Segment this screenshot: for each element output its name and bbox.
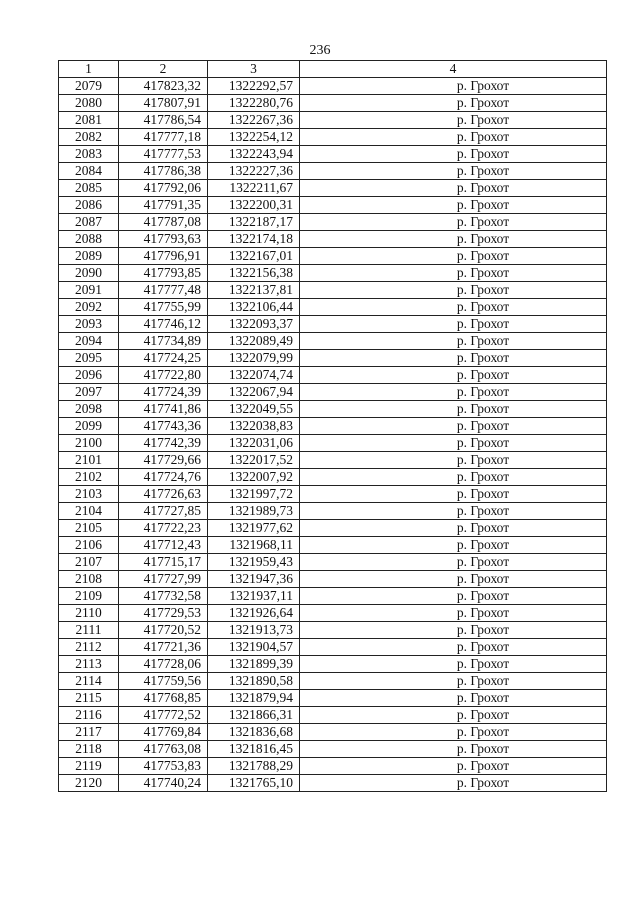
- cell-point-number: 2115: [59, 690, 119, 707]
- cell-location: р. Грохот: [300, 248, 607, 265]
- cell-location: р. Грохот: [300, 129, 607, 146]
- cell-location: р. Грохот: [300, 758, 607, 775]
- cell-y-coordinate: 1322093,37: [208, 316, 300, 333]
- table-row: [59, 486, 607, 503]
- cell-y-coordinate: 1322254,12: [208, 129, 300, 146]
- table-row: [59, 520, 607, 537]
- table-row: [59, 350, 607, 367]
- cell-y-coordinate: 1322049,55: [208, 401, 300, 418]
- cell-x-coordinate: 417769,84: [119, 724, 208, 741]
- cell-point-number: 2105: [59, 520, 119, 537]
- table-row: [59, 180, 607, 197]
- cell-point-number: 2099: [59, 418, 119, 435]
- cell-y-coordinate: 1322174,18: [208, 231, 300, 248]
- cell-x-coordinate: 417712,43: [119, 537, 208, 554]
- cell-y-coordinate: 1321836,68: [208, 724, 300, 741]
- cell-x-coordinate: 417786,54: [119, 112, 208, 129]
- cell-y-coordinate: 1321926,64: [208, 605, 300, 622]
- cell-location: р. Грохот: [300, 265, 607, 282]
- cell-x-coordinate: 417777,53: [119, 146, 208, 163]
- cell-y-coordinate: 1321989,73: [208, 503, 300, 520]
- cell-point-number: 2098: [59, 401, 119, 418]
- cell-y-coordinate: 1321904,57: [208, 639, 300, 656]
- column-header-1: 1: [59, 61, 119, 78]
- cell-x-coordinate: 417724,25: [119, 350, 208, 367]
- cell-location: р. Грохот: [300, 146, 607, 163]
- table-row: [59, 95, 607, 112]
- cell-x-coordinate: 417715,17: [119, 554, 208, 571]
- cell-y-coordinate: 1322067,94: [208, 384, 300, 401]
- cell-point-number: 2080: [59, 95, 119, 112]
- cell-location: р. Грохот: [300, 656, 607, 673]
- cell-location: р. Грохот: [300, 316, 607, 333]
- table-row: [59, 724, 607, 741]
- cell-y-coordinate: 1322280,76: [208, 95, 300, 112]
- table-header-row: [59, 61, 607, 78]
- table-row: [59, 707, 607, 724]
- cell-y-coordinate: 1322089,49: [208, 333, 300, 350]
- cell-point-number: 2082: [59, 129, 119, 146]
- cell-location: р. Грохот: [300, 622, 607, 639]
- cell-point-number: 2097: [59, 384, 119, 401]
- cell-y-coordinate: 1321947,36: [208, 571, 300, 588]
- cell-location: р. Грохот: [300, 384, 607, 401]
- cell-location: р. Грохот: [300, 180, 607, 197]
- table-row: [59, 78, 607, 95]
- cell-y-coordinate: 1321968,11: [208, 537, 300, 554]
- table-row: [59, 282, 607, 299]
- cell-x-coordinate: 417734,89: [119, 333, 208, 350]
- cell-x-coordinate: 417732,58: [119, 588, 208, 605]
- cell-point-number: 2102: [59, 469, 119, 486]
- cell-point-number: 2118: [59, 741, 119, 758]
- cell-point-number: 2103: [59, 486, 119, 503]
- cell-location: р. Грохот: [300, 469, 607, 486]
- cell-x-coordinate: 417759,56: [119, 673, 208, 690]
- cell-point-number: 2090: [59, 265, 119, 282]
- table-row: [59, 554, 607, 571]
- cell-location: р. Грохот: [300, 639, 607, 656]
- table-row: [59, 112, 607, 129]
- table-row: [59, 129, 607, 146]
- table-row: [59, 673, 607, 690]
- cell-point-number: 2114: [59, 673, 119, 690]
- table-row: [59, 690, 607, 707]
- cell-point-number: 2094: [59, 333, 119, 350]
- table-row: [59, 265, 607, 282]
- cell-location: р. Грохот: [300, 486, 607, 503]
- cell-point-number: 2112: [59, 639, 119, 656]
- column-header-2: 2: [119, 61, 208, 78]
- cell-x-coordinate: 417786,38: [119, 163, 208, 180]
- cell-y-coordinate: 1322187,17: [208, 214, 300, 231]
- cell-x-coordinate: 417728,06: [119, 656, 208, 673]
- cell-x-coordinate: 417763,08: [119, 741, 208, 758]
- table-row: [59, 435, 607, 452]
- cell-x-coordinate: 417777,18: [119, 129, 208, 146]
- table-row: [59, 384, 607, 401]
- cell-x-coordinate: 417722,80: [119, 367, 208, 384]
- cell-x-coordinate: 417724,39: [119, 384, 208, 401]
- cell-x-coordinate: 417726,63: [119, 486, 208, 503]
- cell-y-coordinate: 1321816,45: [208, 741, 300, 758]
- cell-location: р. Грохот: [300, 333, 607, 350]
- table-row: [59, 299, 607, 316]
- table-row: [59, 197, 607, 214]
- table-row: [59, 622, 607, 639]
- cell-x-coordinate: 417787,08: [119, 214, 208, 231]
- cell-x-coordinate: 417729,53: [119, 605, 208, 622]
- cell-point-number: 2096: [59, 367, 119, 384]
- cell-y-coordinate: 1322038,83: [208, 418, 300, 435]
- cell-location: р. Грохот: [300, 520, 607, 537]
- cell-y-coordinate: 1321899,39: [208, 656, 300, 673]
- cell-x-coordinate: 417807,91: [119, 95, 208, 112]
- cell-location: р. Грохот: [300, 435, 607, 452]
- cell-x-coordinate: 417727,99: [119, 571, 208, 588]
- cell-y-coordinate: 1322007,92: [208, 469, 300, 486]
- table-row: [59, 741, 607, 758]
- table-row: [59, 367, 607, 384]
- cell-point-number: 2100: [59, 435, 119, 452]
- cell-location: р. Грохот: [300, 299, 607, 316]
- cell-y-coordinate: 1321866,31: [208, 707, 300, 724]
- cell-y-coordinate: 1322243,94: [208, 146, 300, 163]
- cell-x-coordinate: 417823,32: [119, 78, 208, 95]
- cell-y-coordinate: 1322017,52: [208, 452, 300, 469]
- cell-y-coordinate: 1321977,62: [208, 520, 300, 537]
- cell-location: р. Грохот: [300, 690, 607, 707]
- cell-y-coordinate: 1322267,36: [208, 112, 300, 129]
- table-row: [59, 537, 607, 554]
- table-row: [59, 316, 607, 333]
- cell-location: р. Грохот: [300, 588, 607, 605]
- table-row: [59, 639, 607, 656]
- cell-y-coordinate: 1321997,72: [208, 486, 300, 503]
- cell-point-number: 2117: [59, 724, 119, 741]
- cell-location: р. Грохот: [300, 418, 607, 435]
- page-number: 236: [309, 43, 331, 58]
- cell-x-coordinate: 417720,52: [119, 622, 208, 639]
- cell-location: р. Грохот: [300, 452, 607, 469]
- cell-y-coordinate: 1322200,31: [208, 197, 300, 214]
- cell-point-number: 2108: [59, 571, 119, 588]
- cell-point-number: 2107: [59, 554, 119, 571]
- cell-x-coordinate: 417746,12: [119, 316, 208, 333]
- cell-point-number: 2086: [59, 197, 119, 214]
- cell-x-coordinate: 417729,66: [119, 452, 208, 469]
- table-row: [59, 469, 607, 486]
- cell-point-number: 2089: [59, 248, 119, 265]
- cell-y-coordinate: 1321879,94: [208, 690, 300, 707]
- cell-y-coordinate: 1322292,57: [208, 78, 300, 95]
- cell-y-coordinate: 1322137,81: [208, 282, 300, 299]
- cell-point-number: 2087: [59, 214, 119, 231]
- cell-point-number: 2095: [59, 350, 119, 367]
- cell-location: р. Грохот: [300, 78, 607, 95]
- cell-location: р. Грохот: [300, 673, 607, 690]
- cell-x-coordinate: 417777,48: [119, 282, 208, 299]
- cell-x-coordinate: 417768,85: [119, 690, 208, 707]
- cell-point-number: 2106: [59, 537, 119, 554]
- cell-point-number: 2084: [59, 163, 119, 180]
- cell-point-number: 2085: [59, 180, 119, 197]
- cell-x-coordinate: 417727,85: [119, 503, 208, 520]
- table-row: [59, 571, 607, 588]
- cell-y-coordinate: 1322211,67: [208, 180, 300, 197]
- cell-location: р. Грохот: [300, 554, 607, 571]
- cell-location: р. Грохот: [300, 95, 607, 112]
- cell-x-coordinate: 417755,99: [119, 299, 208, 316]
- cell-x-coordinate: 417741,86: [119, 401, 208, 418]
- cell-y-coordinate: 1322031,06: [208, 435, 300, 452]
- table-row: [59, 418, 607, 435]
- cell-location: р. Грохот: [300, 367, 607, 384]
- cell-y-coordinate: 1321765,10: [208, 775, 300, 792]
- cell-location: р. Грохот: [300, 605, 607, 622]
- cell-point-number: 2120: [59, 775, 119, 792]
- cell-point-number: 2083: [59, 146, 119, 163]
- cell-x-coordinate: 417793,85: [119, 265, 208, 282]
- cell-x-coordinate: 417742,39: [119, 435, 208, 452]
- cell-x-coordinate: 417740,24: [119, 775, 208, 792]
- cell-location: р. Грохот: [300, 231, 607, 248]
- cell-point-number: 2092: [59, 299, 119, 316]
- cell-location: р. Грохот: [300, 112, 607, 129]
- cell-y-coordinate: 1322167,01: [208, 248, 300, 265]
- table-row: [59, 248, 607, 265]
- cell-location: р. Грохот: [300, 282, 607, 299]
- cell-location: р. Грохот: [300, 197, 607, 214]
- cell-location: р. Грохот: [300, 163, 607, 180]
- cell-x-coordinate: 417724,76: [119, 469, 208, 486]
- cell-x-coordinate: 417791,35: [119, 197, 208, 214]
- cell-y-coordinate: 1322079,99: [208, 350, 300, 367]
- cell-y-coordinate: 1321937,11: [208, 588, 300, 605]
- cell-point-number: 2093: [59, 316, 119, 333]
- table-row: [59, 656, 607, 673]
- column-header-3: 3: [208, 61, 300, 78]
- cell-point-number: 2081: [59, 112, 119, 129]
- cell-x-coordinate: 417721,36: [119, 639, 208, 656]
- cell-point-number: 2110: [59, 605, 119, 622]
- table-row: [59, 588, 607, 605]
- cell-y-coordinate: 1321913,73: [208, 622, 300, 639]
- cell-location: р. Грохот: [300, 503, 607, 520]
- cell-location: р. Грохот: [300, 401, 607, 418]
- column-header-4: 4: [300, 61, 607, 78]
- cell-location: р. Грохот: [300, 571, 607, 588]
- cell-point-number: 2079: [59, 78, 119, 95]
- table-row: [59, 214, 607, 231]
- cell-x-coordinate: 417772,52: [119, 707, 208, 724]
- table-row: [59, 775, 607, 792]
- cell-point-number: 2116: [59, 707, 119, 724]
- cell-x-coordinate: 417743,36: [119, 418, 208, 435]
- cell-location: р. Грохот: [300, 775, 607, 792]
- cell-location: р. Грохот: [300, 707, 607, 724]
- cell-y-coordinate: 1321788,29: [208, 758, 300, 775]
- cell-y-coordinate: 1322074,74: [208, 367, 300, 384]
- cell-point-number: 2111: [59, 622, 119, 639]
- cell-x-coordinate: 417722,23: [119, 520, 208, 537]
- cell-point-number: 2109: [59, 588, 119, 605]
- cell-y-coordinate: 1322156,38: [208, 265, 300, 282]
- table-body: [59, 78, 607, 792]
- cell-x-coordinate: 417753,83: [119, 758, 208, 775]
- table-row: [59, 231, 607, 248]
- table-row: [59, 758, 607, 775]
- cell-location: р. Грохот: [300, 537, 607, 554]
- table-row: [59, 333, 607, 350]
- cell-y-coordinate: 1322106,44: [208, 299, 300, 316]
- cell-y-coordinate: 1321890,58: [208, 673, 300, 690]
- cell-point-number: 2119: [59, 758, 119, 775]
- table-row: [59, 401, 607, 418]
- cell-location: р. Грохот: [300, 741, 607, 758]
- cell-location: р. Грохот: [300, 214, 607, 231]
- cell-y-coordinate: 1321959,43: [208, 554, 300, 571]
- cell-point-number: 2088: [59, 231, 119, 248]
- cell-y-coordinate: 1322227,36: [208, 163, 300, 180]
- cell-x-coordinate: 417796,91: [119, 248, 208, 265]
- cell-location: р. Грохот: [300, 724, 607, 741]
- cell-point-number: 2101: [59, 452, 119, 469]
- table-row: [59, 503, 607, 520]
- cell-point-number: 2113: [59, 656, 119, 673]
- table-row: [59, 605, 607, 622]
- cell-point-number: 2091: [59, 282, 119, 299]
- cell-x-coordinate: 417793,63: [119, 231, 208, 248]
- coordinates-table: [58, 60, 607, 792]
- cell-point-number: 2104: [59, 503, 119, 520]
- table-row: [59, 163, 607, 180]
- table-row: [59, 452, 607, 469]
- cell-location: р. Грохот: [300, 350, 607, 367]
- table-row: [59, 146, 607, 163]
- cell-x-coordinate: 417792,06: [119, 180, 208, 197]
